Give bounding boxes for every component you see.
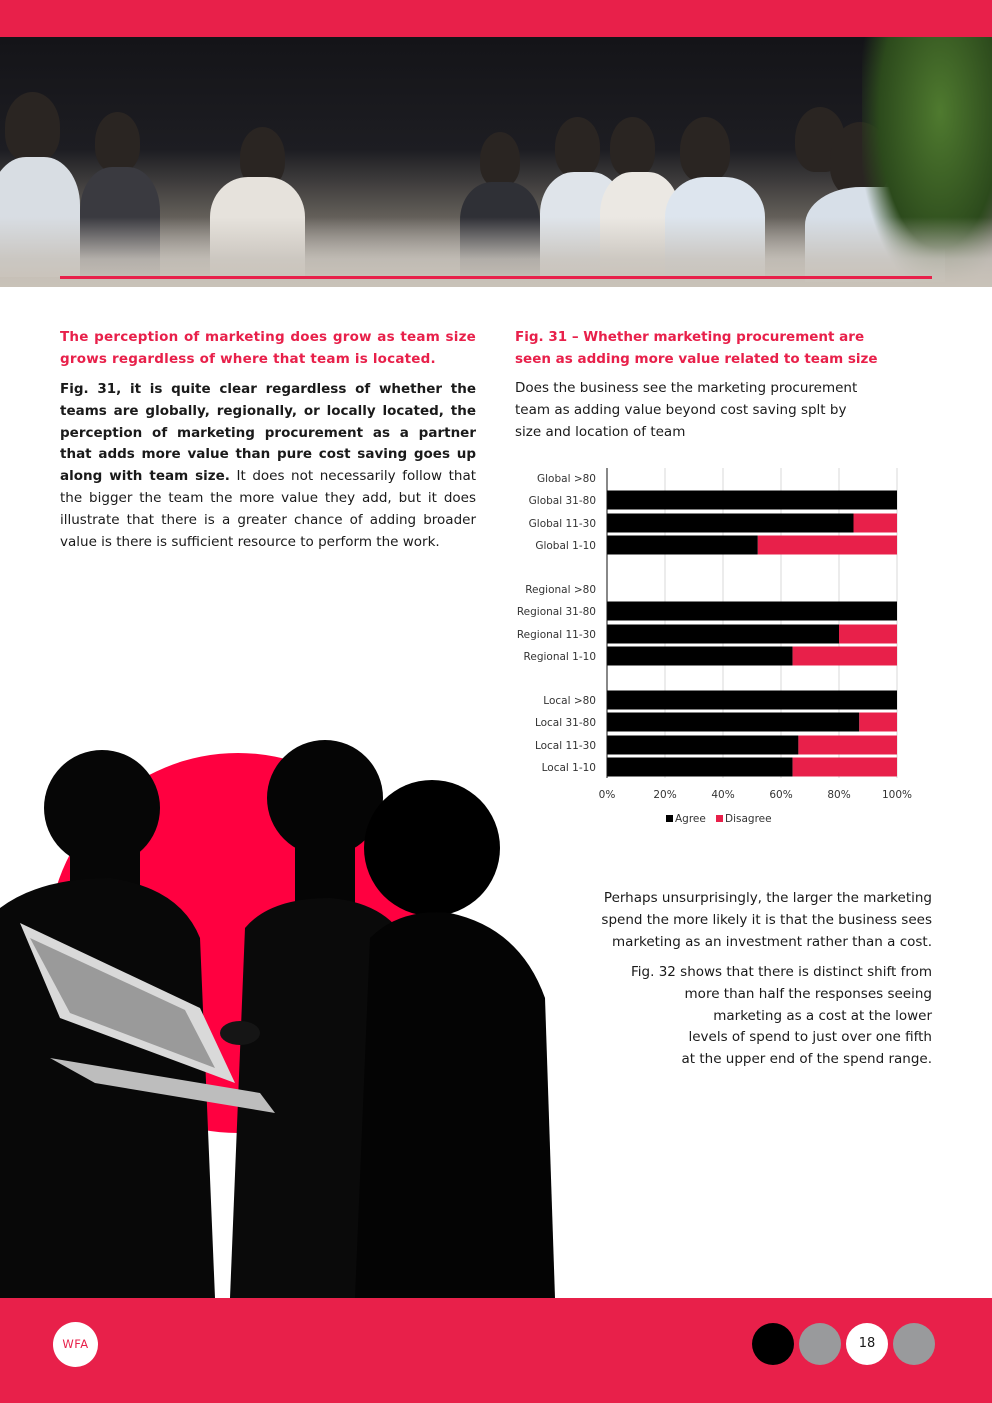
text-line: at the upper end of the spend range.	[681, 1051, 932, 1068]
figure-subtitle: Does the business see the marketing procurement team as adding value beyond cost saving splt by size and location of team	[515, 380, 858, 440]
x-tick-label: 40%	[711, 789, 735, 801]
wfa-logo[interactable]: WFA	[53, 1322, 98, 1367]
bar-disagree	[839, 625, 897, 644]
legend-label: Disagree	[725, 813, 772, 825]
bar-agree	[607, 625, 839, 644]
chart-category-labels	[517, 473, 596, 774]
x-tick-label: 20%	[653, 789, 677, 801]
body-regular-text: It does not necessarily follow that the bigger the team the more value they add, but it does illustrate that there is a greater chance of adding broader value is there is sufficient resource to perform the work.	[60, 468, 477, 550]
nav-dot-grey	[799, 1323, 841, 1365]
body-paragraph-right-2	[590, 962, 932, 1071]
bar-agree	[607, 536, 758, 555]
bar-agree	[607, 602, 897, 621]
bar-disagree	[758, 536, 897, 555]
category-label: Local 1-10	[541, 762, 596, 774]
x-tick-label: 100%	[881, 789, 913, 801]
lead-paragraph: The perception of marketing does grow as team size grows regardless of where that team is located.	[60, 329, 476, 367]
chart-legend	[666, 813, 772, 825]
text-line: levels of spend to just over one fifth	[688, 1029, 932, 1046]
category-label: Local 31-80	[534, 717, 596, 729]
category-label: Global >80	[537, 473, 596, 485]
category-label: Local >80	[543, 695, 596, 707]
body-bold-text: Fig. 31, it is quite clear regardless of whether the teams are globally, regionally, or locally located, the perception of marketing procurement as a partner that adds more value than pure cost saving goes up along with team size.	[60, 381, 476, 485]
bar-agree	[607, 691, 897, 710]
bar-agree	[607, 736, 798, 755]
category-label: Global 11-30	[528, 518, 596, 530]
nav-dot-black	[752, 1323, 794, 1365]
category-label: Local 11-30	[534, 740, 596, 752]
bar-disagree	[793, 758, 897, 777]
category-label: Regional >80	[525, 584, 596, 596]
category-label: Regional 11-30	[516, 629, 596, 641]
x-tick-label: 80%	[827, 789, 851, 801]
category-label: Global 1-10	[535, 540, 596, 552]
top-accent-bar	[0, 0, 992, 37]
category-label: Regional 31-80	[516, 606, 596, 618]
chart-bars	[607, 468, 897, 778]
category-label: Regional 1-10	[523, 651, 596, 663]
bar-agree	[607, 514, 854, 533]
bar-agree	[607, 491, 897, 510]
body-paragraph-right-1: Perhaps unsurprisingly, the larger the marketing spend the more likely it is that the business sees marketing as an investment rather than a cost.	[601, 890, 932, 950]
photo-red-rule	[60, 276, 932, 279]
bar-disagree	[793, 647, 897, 666]
bar-agree	[607, 647, 793, 666]
legend-label: Agree	[675, 813, 706, 825]
x-tick-label: 60%	[769, 789, 793, 801]
category-label: Global 31-80	[528, 495, 596, 507]
bar-disagree	[854, 514, 898, 533]
nav-dot-grey	[893, 1323, 935, 1365]
footer-bar	[0, 1298, 992, 1403]
page-number: 18	[846, 1323, 888, 1365]
figure-title: Fig. 31 – Whether marketing procurement are seen as adding more value related to team size	[515, 329, 878, 367]
legend-swatch	[716, 815, 723, 822]
chart-x-ticks	[599, 789, 912, 801]
body-paragraph-left	[60, 379, 476, 553]
text-line: Fig. 32 shows that there is distinct shift from	[631, 964, 932, 980]
x-tick-label: 0%	[598, 789, 616, 801]
text-line: more than half the responses seeing	[684, 985, 932, 1002]
legend-swatch	[666, 815, 673, 822]
bar-disagree	[798, 736, 897, 755]
business-people-silhouette	[0, 738, 560, 1298]
bar-disagree	[859, 713, 897, 732]
stacked-bar-chart	[500, 462, 930, 832]
bar-agree	[607, 713, 859, 732]
bar-agree	[607, 758, 793, 777]
header-photo	[0, 37, 992, 287]
text-line: marketing as a cost at the lower	[713, 1007, 932, 1024]
